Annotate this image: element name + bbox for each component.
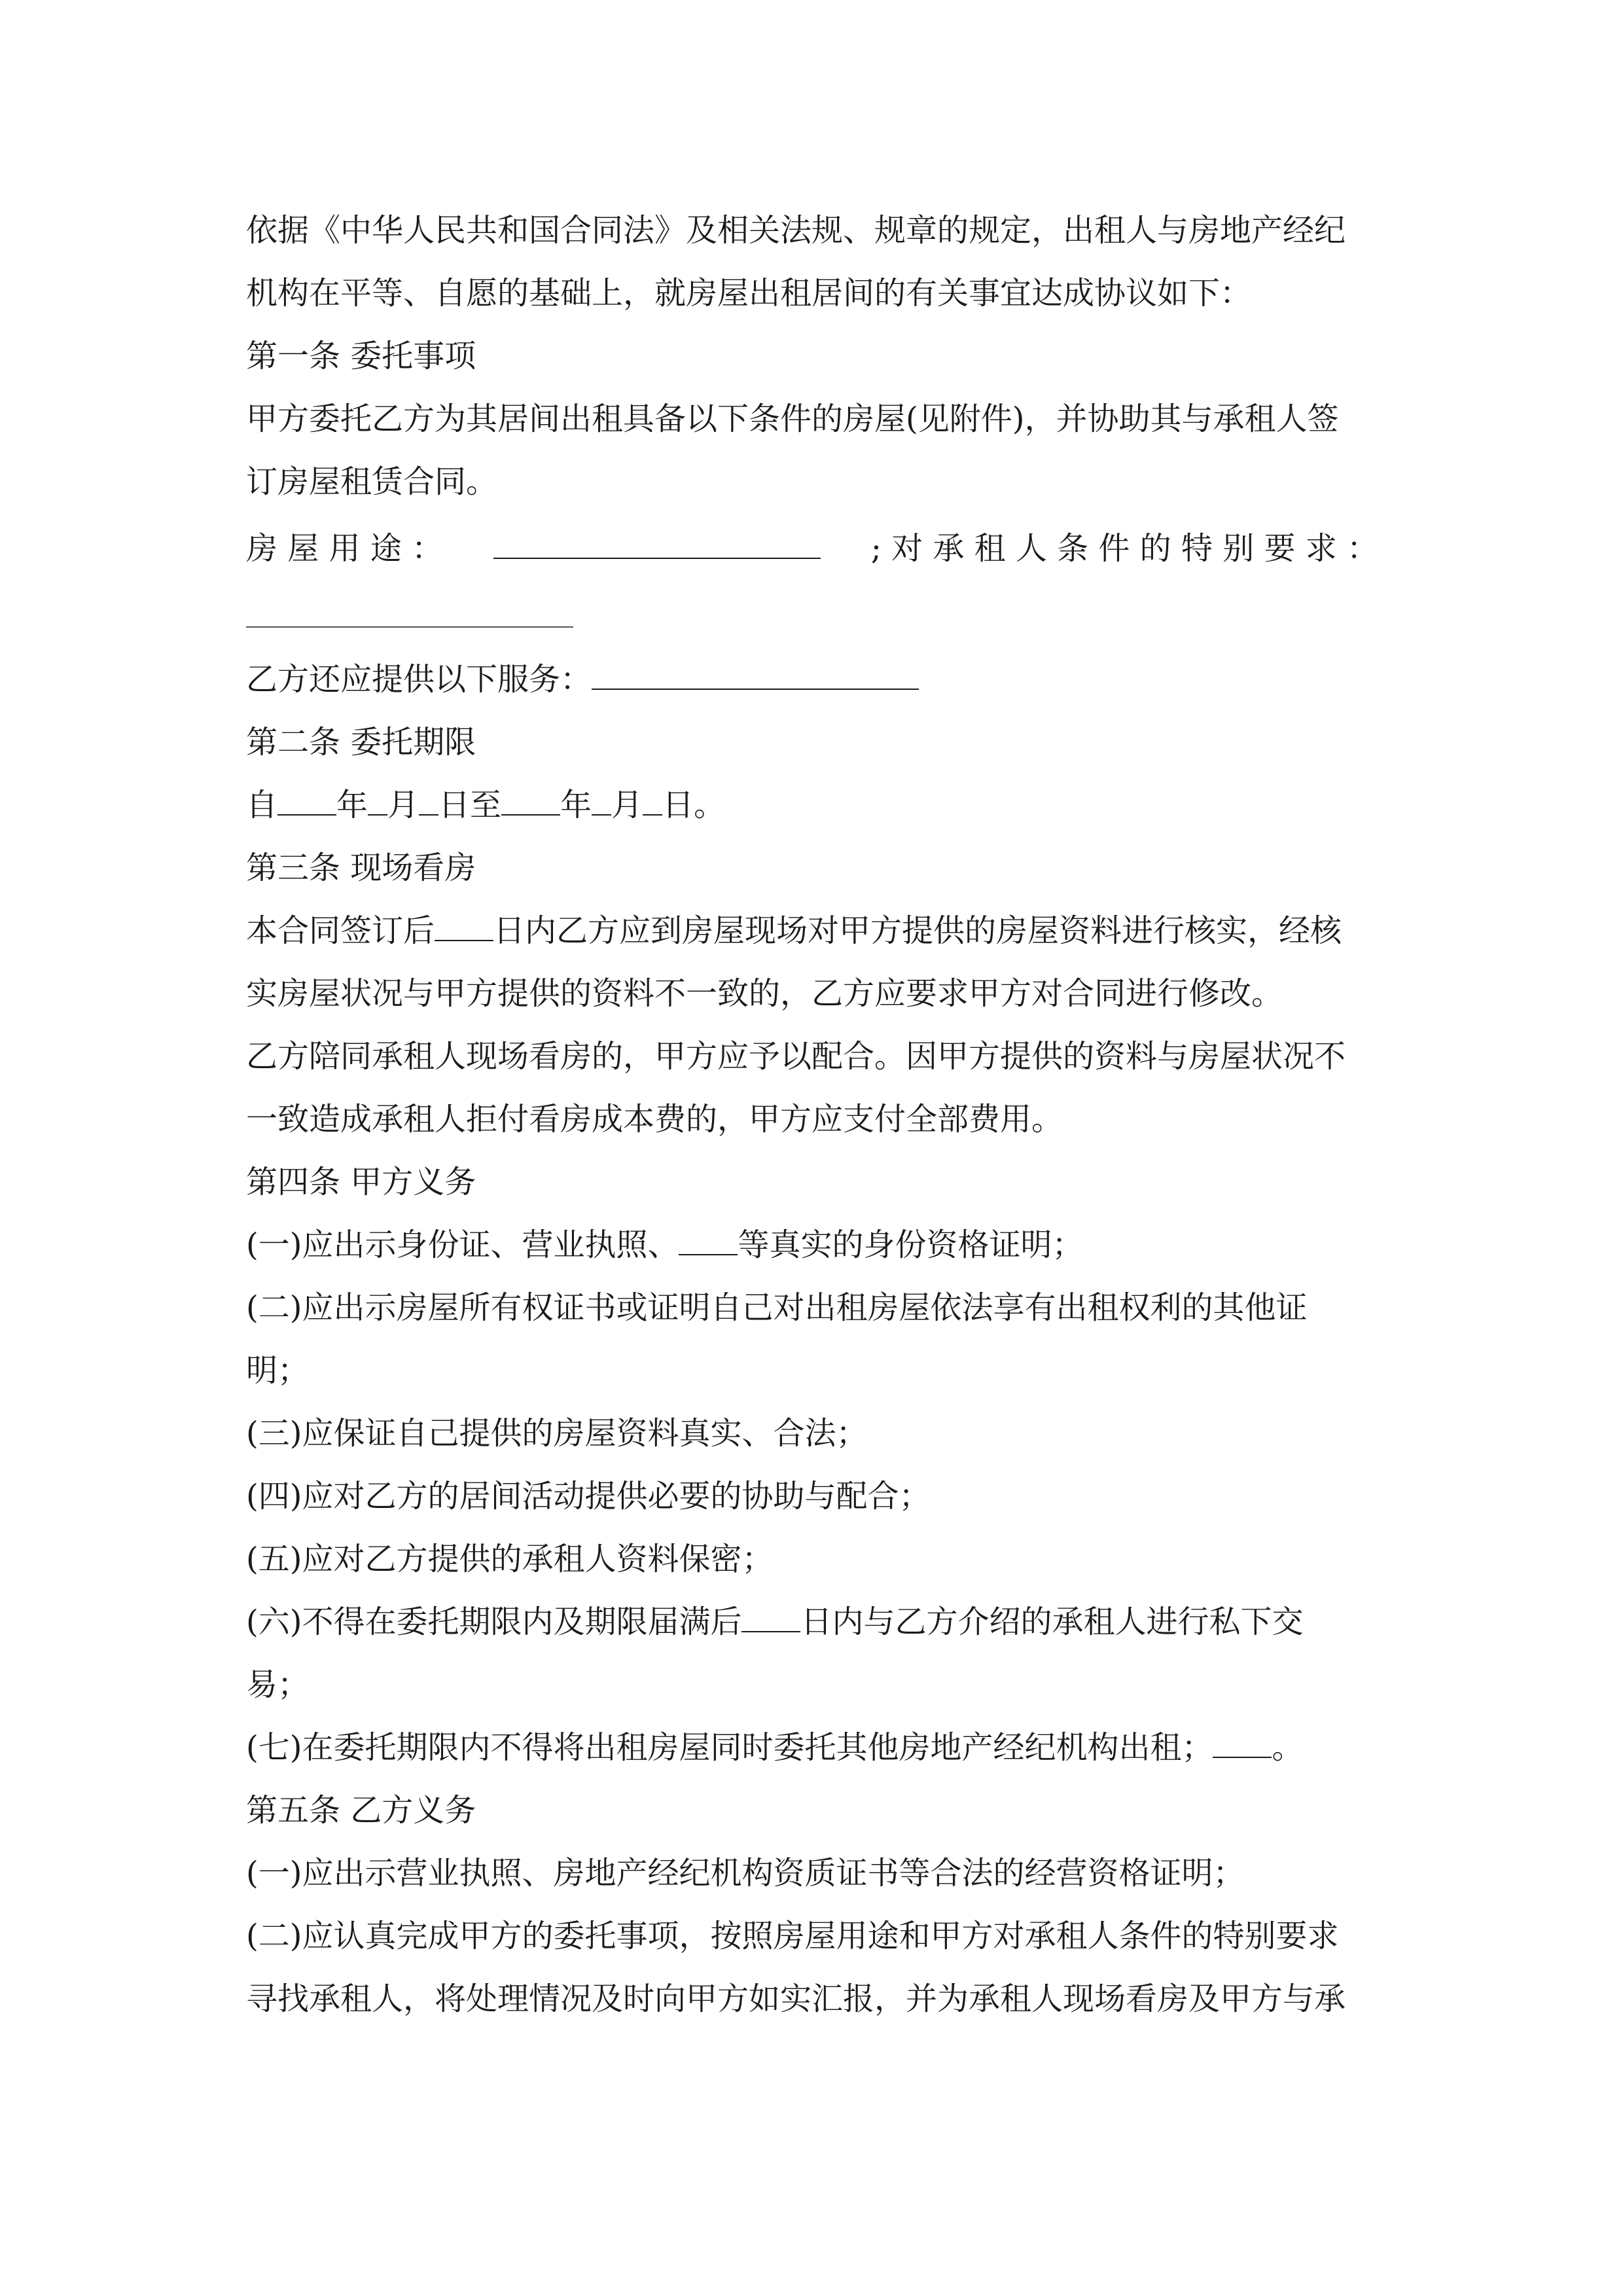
house-use-label: 房 屋 用 途 ： bbox=[246, 530, 444, 567]
extra-services-line bbox=[246, 660, 1378, 699]
start-month-blank[interactable] bbox=[368, 785, 387, 816]
start-day-blank[interactable] bbox=[419, 785, 438, 816]
extra-services-label: 乙方还应提供以下服务： bbox=[246, 661, 592, 698]
paragraph-line: 一致造成承租人拒付看房成本费的，甲方应支付全部费用。 bbox=[246, 1101, 1063, 1138]
paragraph-line: (四)应对乙方的居间活动提供必要的协助与配合； bbox=[246, 1478, 931, 1515]
paragraph-line: 依据《中华人民共和国合同法》及相关法规、规章的规定，出租人与房地产经纪 bbox=[246, 212, 1346, 249]
paragraph-line: (二)应认真完成甲方的委托事项，按照房屋用途和甲方对承租人条件的特别要求 bbox=[246, 1918, 1339, 1954]
paragraph-line: 易； bbox=[246, 1666, 310, 1703]
section-heading: 第五条 乙方义务 bbox=[246, 1792, 476, 1829]
paragraph-text: (一)应出示身份证、营业执照、 bbox=[246, 1227, 679, 1263]
paragraph-line: 寻找承租人，将处理情况及时向甲方如实汇报，并为承租人现场看房及甲方与承 bbox=[246, 1981, 1346, 2017]
term-text: 日至 bbox=[438, 787, 502, 823]
term-text: 月 bbox=[387, 787, 419, 823]
term-text: 月 bbox=[611, 787, 643, 823]
tenant-requirement-blank[interactable] bbox=[246, 626, 573, 628]
term-text: 年 bbox=[560, 787, 592, 823]
paragraph-text: 本合同签订后 bbox=[246, 912, 435, 949]
paragraph-text: (六)不得在委托期限内及期限届满后 bbox=[246, 1604, 742, 1640]
term-text: 年 bbox=[336, 787, 368, 823]
identity-doc-blank[interactable] bbox=[679, 1225, 738, 1255]
term-line bbox=[246, 785, 1378, 825]
paragraph-line: 机构在平等、自愿的基础上，就房屋出租居间的有关事宜达成协议如下： bbox=[246, 275, 1252, 312]
other-obligation-blank[interactable] bbox=[1213, 1728, 1272, 1758]
extra-services-blank[interactable] bbox=[592, 660, 919, 690]
paragraph-line bbox=[246, 1602, 1378, 1641]
start-year-blank[interactable] bbox=[277, 785, 336, 816]
paragraph-line: (五)应对乙方提供的承租人资料保密； bbox=[246, 1541, 774, 1577]
paragraph-line: (一)应出示营业执照、房地产经纪机构资质证书等合法的经营资格证明； bbox=[246, 1855, 1245, 1892]
term-text: 日。 bbox=[662, 787, 726, 823]
paragraph-line bbox=[246, 1225, 1378, 1265]
paragraph-line bbox=[246, 911, 1378, 950]
end-month-blank[interactable] bbox=[592, 785, 611, 816]
section-heading: 第一条 委托事项 bbox=[246, 338, 476, 374]
section-heading: 第二条 委托期限 bbox=[246, 724, 476, 761]
paragraph-line: 乙方陪同承租人现场看房的，甲方应予以配合。因甲方提供的资料与房屋状况不 bbox=[246, 1038, 1346, 1075]
section-heading: 第三条 现场看房 bbox=[246, 850, 476, 886]
paragraph-text: 日内乙方应到房屋现场对甲方提供的房屋资料进行核实，经核 bbox=[493, 912, 1342, 949]
term-text: 自 bbox=[246, 787, 278, 823]
end-year-blank[interactable] bbox=[501, 785, 560, 816]
paragraph-line: 订房屋租赁合同。 bbox=[246, 463, 498, 500]
paragraph-line: 甲方委托乙方为其居间出租具备以下条件的房屋(见附件)，并协助其与承租人签 bbox=[246, 401, 1339, 437]
paragraph-text: 等真实的身份资格证明； bbox=[738, 1227, 1084, 1263]
house-use-blank[interactable] bbox=[493, 529, 821, 559]
inspection-days-blank[interactable] bbox=[435, 911, 493, 941]
private-deal-days-blank[interactable] bbox=[741, 1602, 800, 1632]
section-heading: 第四条 甲方义务 bbox=[246, 1164, 476, 1200]
paragraph-line: (三)应保证自己提供的房屋资料真实、合法； bbox=[246, 1415, 868, 1452]
end-day-blank[interactable] bbox=[643, 785, 662, 816]
paragraph-line: 明； bbox=[246, 1352, 310, 1389]
paragraph-text: (七)在委托期限内不得将出租房屋同时委托其他房地产经纪机构出租； bbox=[246, 1729, 1213, 1766]
house-use-line bbox=[246, 529, 1378, 568]
tenant-requirement-label: ; 对 承 租 人 条 件 的 特 别 要 求 ： bbox=[870, 530, 1378, 567]
paragraph-line: (二)应出示房屋所有权证书或证明自己对出租房屋依法享有出租权利的其他证 bbox=[246, 1289, 1308, 1326]
paragraph-text: 日内与乙方介绍的承租人进行私下交 bbox=[800, 1604, 1304, 1640]
paragraph-text: 。 bbox=[1272, 1729, 1304, 1766]
paragraph-line bbox=[246, 1728, 1378, 1767]
paragraph-line: 实房屋状况与甲方提供的资料不一致的，乙方应要求甲方对合同进行修改。 bbox=[246, 975, 1283, 1012]
